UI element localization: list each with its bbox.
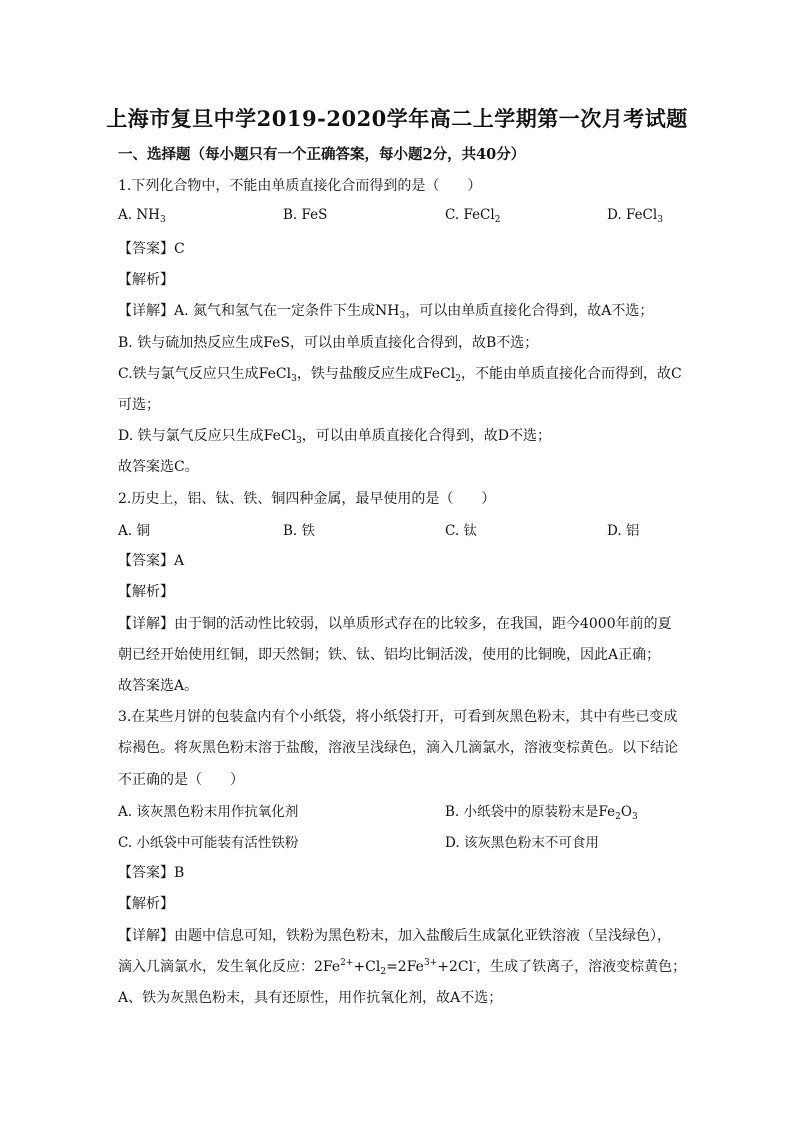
q3-analysis-label: 【解析】 [118,896,174,912]
q3-option-b: B. 小纸袋中的原装粉末是$Fe_2O_3$ [445,804,638,822]
q2-option-b: B. 铁 [283,523,316,539]
q1-detail-line: B. 铁与硫加热反应生成FeS，可以由单质直接化合得到，故B不选； [118,335,539,351]
q3-detail-line: A、铁为灰黑色粉末，具有还原性，用作抗氧化剂，故A不选； [118,990,503,1006]
q1-detail-line: 可选； [118,397,160,413]
q2-conclusion: 故答案选A。 [118,678,199,694]
q1-answer: 【答案】C [118,241,185,257]
q1-detail-line: C.铁与氯气反应只生成FeCl$_3$，铁与盐酸反应生成FeCl$_2$，不能由单质直接化合而得到，故C [118,366,682,384]
q2-option-c: C. 钛 [445,523,477,539]
q3-stem-line: 棕褐色。将灰黑色粉末溶于盐酸，溶液呈浅绿色，滴入几滴氯水，溶液变棕黄色。以下结论 [118,740,678,756]
q3-option-a: A. 该灰黑色粉末用作抗氧化剂 [118,804,299,820]
q2-stem: 2.历史上，铝、钛、铁、铜四种金属，最早使用的是（ ） [118,491,496,507]
q2-detail-line: 【详解】由于铜的活动性比较弱，以单质形式存在的比较多，在我国，距今4000年前的夏 [118,616,672,632]
section-heading: 一、选择题（每小题只有一个正确答案，每小题2分，共40分） [118,146,526,163]
document-title: 上海市复旦中学2019-2020学年高二上学期第一次月考试题 [106,106,688,131]
q1-option-c: C. FeCl$_2$ [445,207,501,225]
q1-detail-line: 【详解】A. 氮气和氢气在一定条件下生成$NH_3$，可以由单质直接化合得到，故A不选； [118,303,654,321]
q1-option-a: A. $NH_3$ [118,207,166,225]
q2-detail-line: 朝已经开始使用红铜，即天然铜；铁、钛、铝均比铜活泼，使用的比铜晚，因此A正确； [118,647,661,663]
q3-detail-line: 滴入几滴氯水，发生氧化反应：$2Fe^{2+}+Cl_2=2Fe^{3+}+2Cl^-$，生成了铁离子，溶液变棕黄色； [118,958,687,977]
q1-option-d: D. FeCl$_3$ [607,207,663,225]
q1-analysis-label: 【解析】 [118,272,174,288]
q1-stem: 1.下列化合物中，不能由单质直接化合而得到的是（ ） [118,178,482,194]
q2-option-d: D. 铝 [607,523,640,539]
q2-option-a: A. 铜 [118,523,150,539]
q3-stem-line: 3.在某些月饼的包装盒内有个小纸袋，将小纸袋打开，可看到灰黑色粉末，其中有些已变成 [118,709,678,725]
q2-answer: 【答案】A [118,553,185,569]
q1-conclusion: 故答案选C。 [118,459,199,475]
q3-option-c: C. 小纸袋中可能装有活性铁粉 [118,835,299,851]
q3-detail-line: 【详解】由题中信息可知，铁粉为黑色粉末，加入盐酸后生成氯化亚铁溶液（呈浅绿色）， [118,928,671,944]
q2-analysis-label: 【解析】 [118,584,174,600]
q3-answer: 【答案】B [118,865,185,881]
q1-detail-line: D. 铁与氯气反应只生成FeCl$_3$，可以由单质直接化合得到，故D不选； [118,428,552,446]
q3-option-d: D. 该灰黑色粉末不可食用 [445,835,599,851]
q3-stem-line: 不正确的是（ ） [118,772,244,788]
q1-option-b: B. FeS [283,207,328,223]
